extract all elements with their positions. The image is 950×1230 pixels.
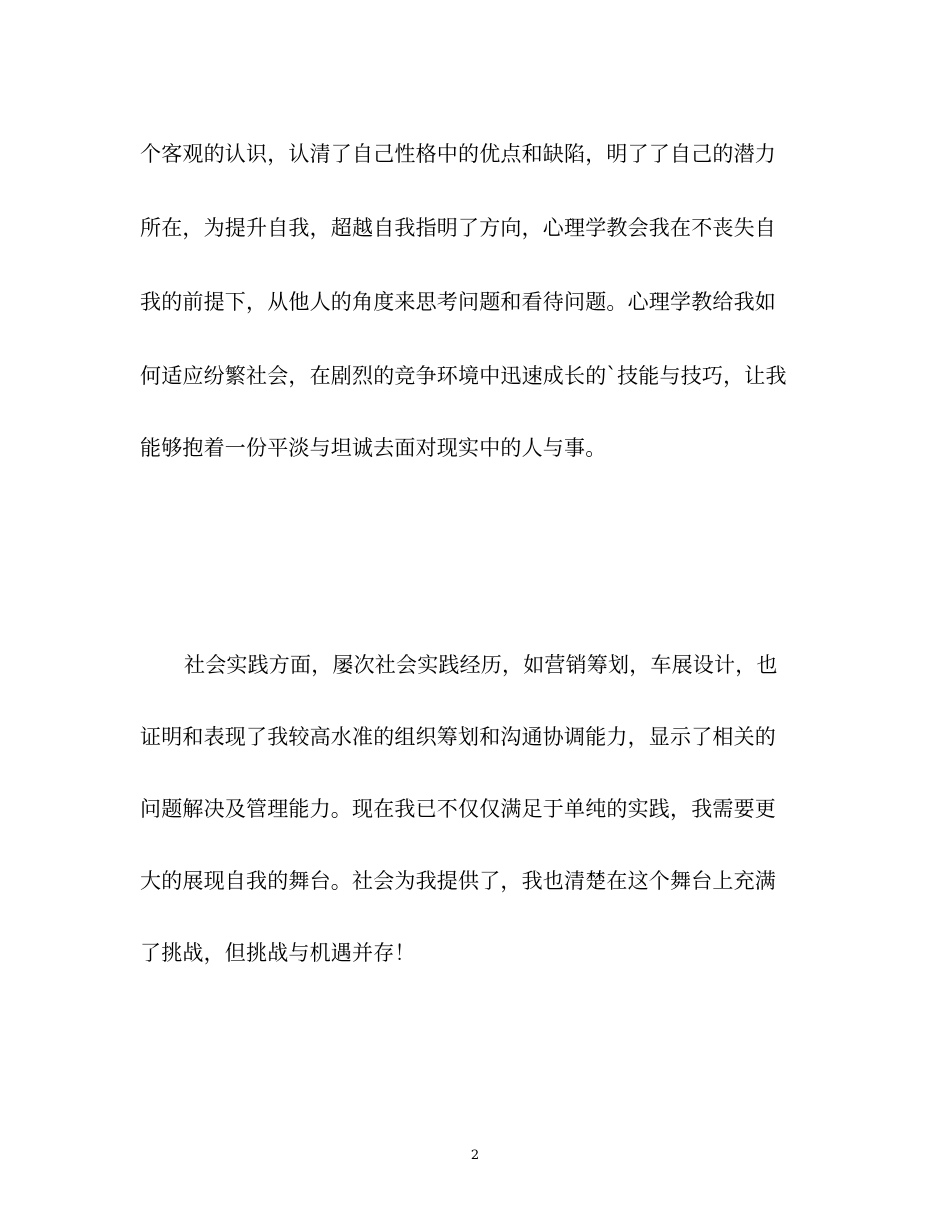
- text-line: 何适应纷繁社会，在剧烈的竞争环境中迅速成长的`技能与技巧，让我: [140, 364, 787, 388]
- text-line: 个客观的认识，认清了自己性格中的优点和缺陷，明了了自己的潜力: [140, 142, 776, 166]
- text-line: 社会实践方面，屡次社会实践经历，如营销筹划，车展设计，也: [184, 653, 778, 677]
- text-line: 大的展现自我的舞台。社会为我提供了，我也清楚在这个舞台上充满: [140, 869, 776, 893]
- text-line: 问题解决及管理能力。现在我已不仅仅满足于单纯的实践，我需要更: [140, 797, 776, 821]
- text-line: 证明和表现了我较高水准的组织筹划和沟通协调能力，显示了相关的: [140, 725, 776, 749]
- text-line: 所在，为提升自我，超越自我指明了方向，心理学教会我在不丧失自: [140, 216, 776, 240]
- text-line: 了挑战，但挑战与机遇并存！: [140, 941, 416, 965]
- text-line: 我的前提下，从他人的角度来思考问题和看待问题。心理学教给我如: [140, 290, 776, 314]
- text-line: 能够抱着一份平淡与坦诚去面对现实中的人与事。: [140, 436, 607, 460]
- page-number: 2: [470, 1148, 480, 1163]
